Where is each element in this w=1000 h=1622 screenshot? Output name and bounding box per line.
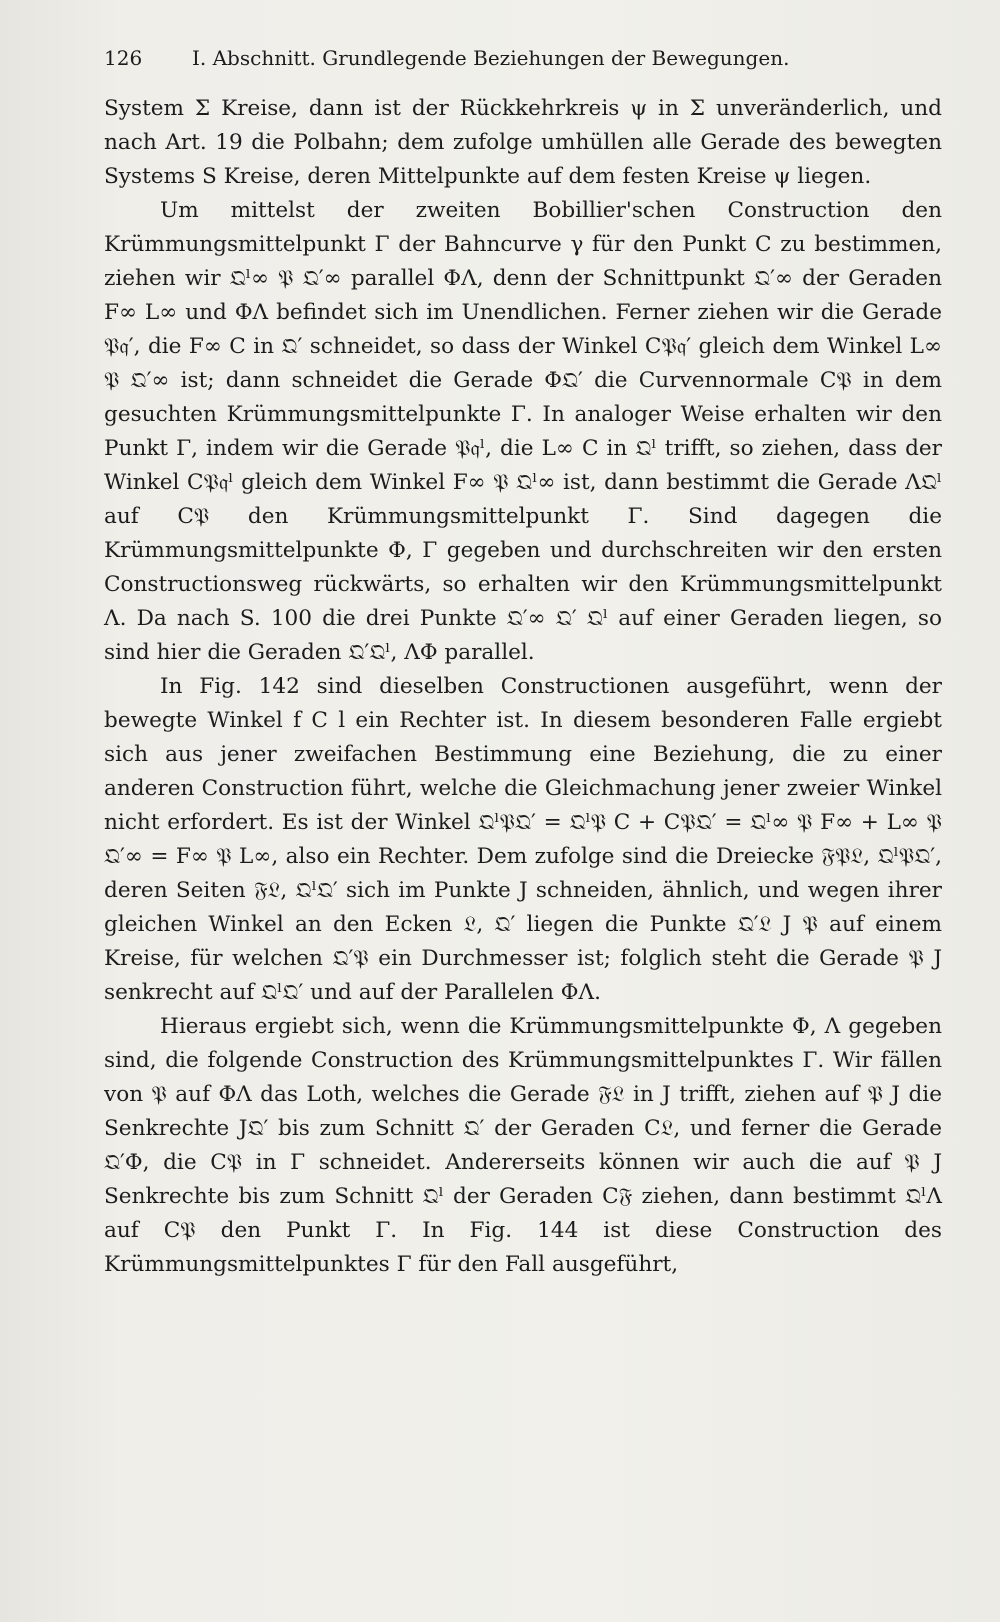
paragraph-1: System Σ Kreise, dann ist der Rückkehrkreis ψ in Σ unveränderlich, und nach Art. 19 die Polbahn; dem zufolge umhüllen alle Gerade des bewegten Systems S Kreise, deren Mittelpunkte auf dem festen Kreise ψ liegen. bbox=[104, 96, 942, 189]
paragraph-4: Hieraus ergiebt sich, wenn die Krümmungsmittelpunkte Φ, Λ gegeben sind, die folgende Construction des Krümmungsmittelpunktes Γ. Wir fällen von 𝔓 auf ΦΛ das Loth, welches die Gerade 𝔉𝔏 in J trifft, ziehen auf 𝔓 J die Senkrechte J𝔔′ bis zum Schnitt 𝔔′ der Geraden C𝔏, und ferner die Gerade 𝔔′Φ, die C𝔓 in Γ schneidet. Andererseits können wir auch die auf 𝔓 J Senkrechte bis zum Schnitt 𝔔ˡ der Geraden C𝔉 ziehen, dann bestimmt 𝔔ˡΛ auf C𝔓 den Punkt Γ. In Fig. 144 ist diese Construction des Krümmungsmittelpunktes Γ für den Fall ausgeführt, bbox=[104, 1014, 942, 1277]
body-text bbox=[104, 92, 942, 1282]
paragraph-3: In Fig. 142 sind dieselben Constructionen ausgeführt, wenn der bewegte Winkel f C l ein Rechter ist. In diesem besonderen Falle ergiebt sich aus jener zweifachen Bestimmung eine Beziehung, die zu einer anderen Construction führt, welche die Gleichmachung jener zweier Winkel nicht erfordert. Es ist der Winkel 𝔔ˡ𝔓𝔔′ = 𝔔ˡ𝔓 C + C𝔓𝔔′ = 𝔔ˡ∞ 𝔓 F∞ + L∞ 𝔓 𝔔′∞ = F∞ 𝔓 L∞, also ein Rechter. Dem zufolge sind die Dreiecke 𝔉𝔓𝔏, 𝔔ˡ𝔓𝔔′, deren Seiten 𝔉𝔏, 𝔔ˡ𝔔′ sich im Punkte J schneiden, ähnlich, und wegen ihrer gleichen Winkel an den Ecken 𝔏, 𝔔′ liegen die Punkte 𝔔′𝔏 J 𝔓 auf einem Kreise, für welchen 𝔔′𝔓 ein Durchmesser ist; folglich steht die Gerade 𝔓 J senkrecht auf 𝔔ˡ𝔔′ und auf der Parallelen ΦΛ. bbox=[104, 674, 942, 1005]
running-header bbox=[104, 40, 904, 76]
running-title: I. Abschnitt. Grundlegende Beziehungen der Bewegungen. bbox=[192, 46, 790, 70]
paragraph-2: Um mittelst der zweiten Bobillier'schen Construction den Krümmungsmittelpunkt Γ der Bahncurve γ für den Punkt C zu bestimmen, ziehen wir 𝔔ˡ∞ 𝔓 𝔔′∞ parallel ΦΛ, denn der Schnittpunkt 𝔔′∞ der Geraden F∞ L∞ und ΦΛ befindet sich im Unendlichen. Ferner ziehen wir die Gerade 𝔓𝔮′, die F∞ C in 𝔔′ schneidet, so dass der Winkel C𝔓𝔮′ gleich dem Winkel L∞ 𝔓 𝔔′∞ ist; dann schneidet die Gerade Φ𝔔′ die Curvennormale C𝔓 in dem gesuchten Krümmungsmittelpunkte Γ. In analoger Weise erhalten wir den Punkt Γ, indem wir die Gerade 𝔓𝔮ˡ, die L∞ C in 𝔔ˡ trifft, so ziehen, dass der Winkel C𝔓𝔮ˡ gleich dem Winkel F∞ 𝔓 𝔔ˡ∞ ist, dann bestimmt die Gerade Λ𝔔ˡ auf C𝔓 den Krümmungsmittelpunkt Γ. Sind dagegen die Krümmungsmittelpunkte Φ, Γ gegeben und durchschreiten wir den ersten Constructionsweg rückwärts, so erhalten wir den Krümmungsmittelpunkt Λ. Da nach S. 100 die drei Punkte 𝔔′∞ 𝔔′ 𝔔ˡ auf einer Geraden liegen, so sind hier die Geraden 𝔔′𝔔ˡ, ΛΦ parallel. bbox=[104, 198, 942, 665]
page-number: 126 bbox=[104, 46, 143, 70]
